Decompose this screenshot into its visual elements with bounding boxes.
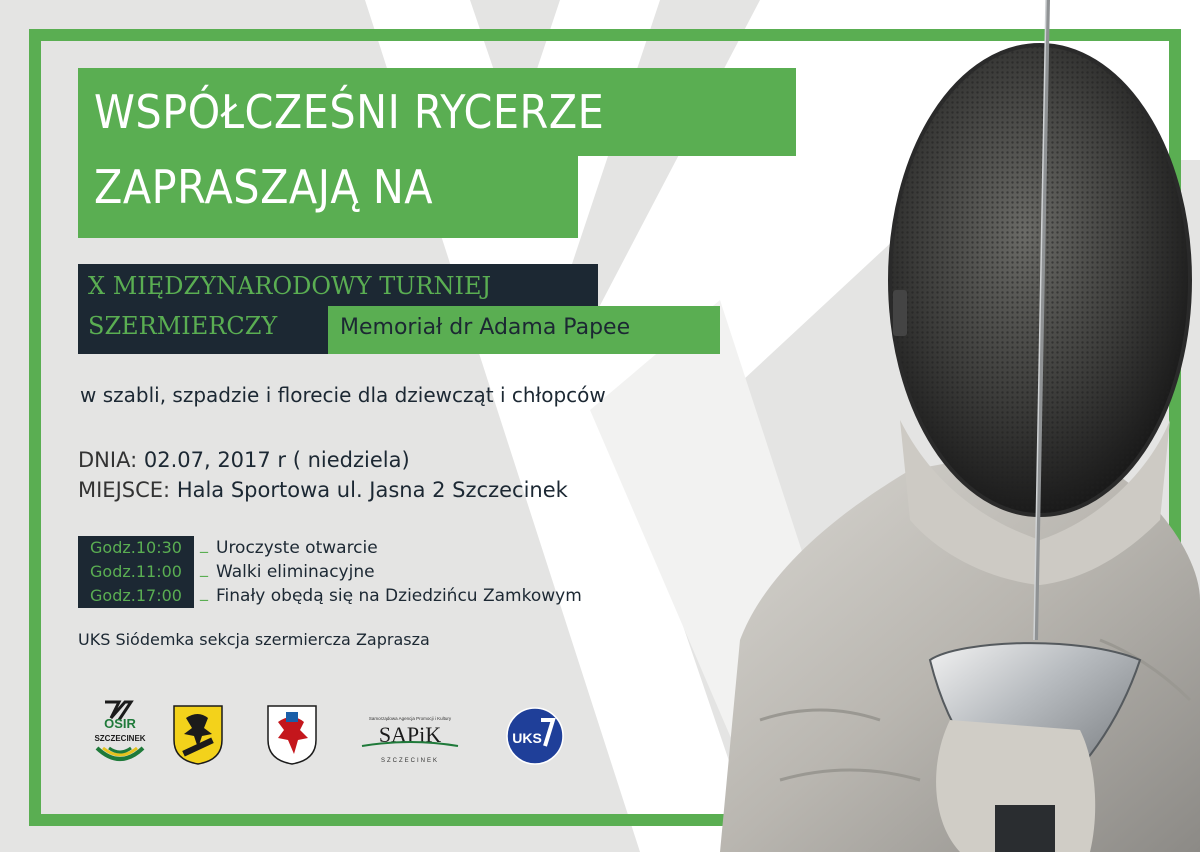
uks-logo	[505, 706, 565, 766]
grip	[995, 805, 1055, 852]
mask-side-strap	[893, 290, 907, 336]
place-row	[78, 478, 568, 502]
title-line1-box	[78, 68, 796, 156]
event-line1: X MIĘDZYNARODOWY TURNIEJ	[88, 272, 492, 300]
schedule-text: Finały obędą się na Dziedzińcu Zamkowym	[216, 586, 582, 606]
memorial-text: Memoriał dr Adama Papee	[340, 315, 631, 340]
place-value: Hala Sportowa ul. Jasna 2 Szczecinek	[176, 478, 568, 502]
sapik-logo	[356, 712, 464, 766]
schedule-dash: _	[200, 558, 208, 577]
uks-logo-text: UKS	[512, 730, 542, 746]
place-label: MIEJSCE:	[78, 478, 171, 502]
schedule-time: Godz.17:00	[78, 584, 194, 608]
sapik-tagline: Samorządowa Agencja Promocji i Kultury	[368, 716, 452, 721]
osir-logo-top: OSIR	[104, 716, 136, 731]
title-line2: ZAPRASZAJĄ NA	[94, 160, 434, 214]
title-line1: WSPÓŁCZEŚNI RYCERZE	[94, 85, 605, 139]
osir-logo-bottom: SZCZECINEK	[94, 734, 146, 743]
schedule-text: Uroczyste otwarcie	[216, 538, 378, 558]
invite-text: UKS Siódemka sekcja szermiercza Zaprasza	[78, 630, 430, 649]
schedule-text: Walki eliminacyjne	[216, 562, 375, 582]
event-line1-box	[78, 264, 598, 306]
subtitle: w szabli, szpadzie i florecie dla dziewcząt i chłopców	[80, 383, 606, 407]
coat-of-arms-szczecinek	[172, 704, 224, 766]
schedule-dash: _	[200, 582, 208, 601]
date-label: DNIA:	[78, 448, 138, 472]
event-line2: SZERMIERCZY	[88, 312, 278, 340]
coat-of-arms-powiat	[266, 704, 318, 766]
schedule-time: Godz.11:00	[78, 560, 194, 584]
osir-logo	[85, 698, 155, 768]
event-line2-box	[78, 306, 328, 354]
date-row	[78, 448, 410, 472]
date-value: 02.07, 2017 r ( niedziela)	[143, 448, 410, 472]
sapik-name: SAPiK	[378, 722, 442, 747]
schedule-time: Godz.10:30	[78, 536, 194, 560]
title-line2-box	[78, 156, 578, 238]
sapik-city: SZCZECINEK	[380, 758, 440, 764]
memorial-box	[328, 306, 720, 354]
schedule-dash: _	[200, 534, 208, 553]
